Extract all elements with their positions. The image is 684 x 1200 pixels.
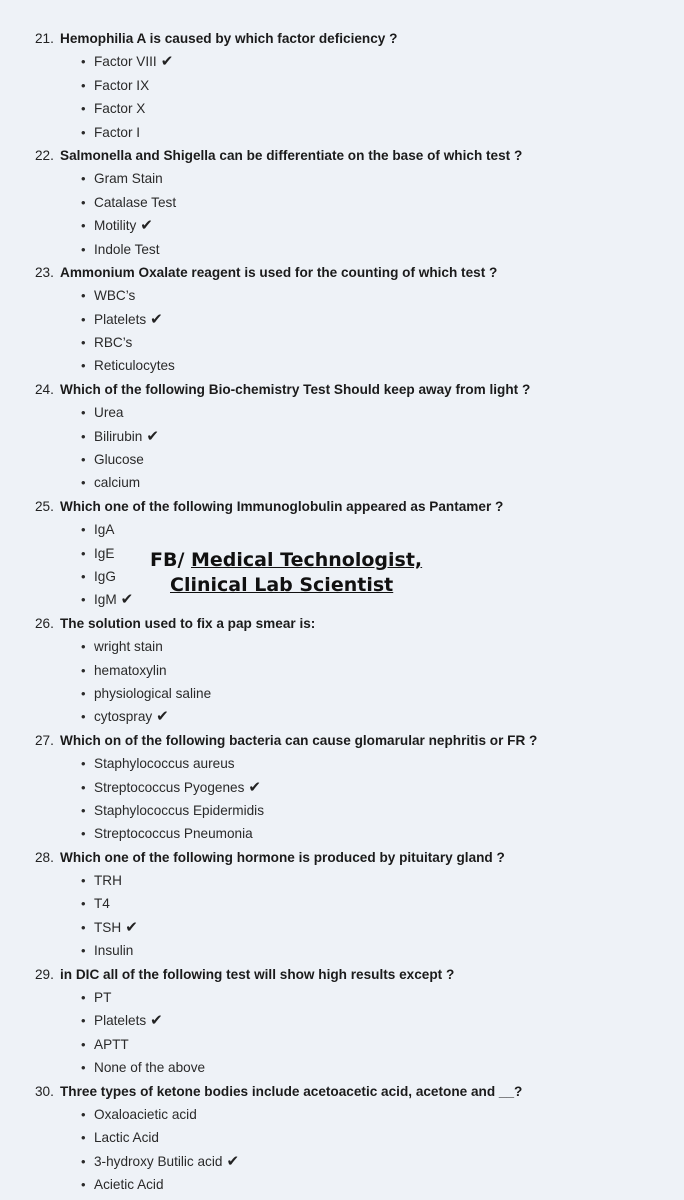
question-number: 27.	[35, 732, 54, 748]
answer-option	[0, 705, 684, 728]
check-mark-icon: ✔	[248, 778, 261, 796]
question-title	[0, 261, 684, 284]
bullet-icon: •	[81, 756, 86, 772]
bullet-icon: •	[81, 802, 86, 818]
bullet-icon: •	[81, 545, 86, 561]
answer-option	[0, 1126, 684, 1149]
question-block	[0, 144, 684, 261]
bullet-icon: •	[81, 54, 86, 70]
option-label: Gram Stain	[94, 171, 163, 187]
answer-option	[0, 214, 684, 237]
answer-option	[0, 238, 684, 261]
watermark-line-1	[150, 548, 450, 573]
bullet-icon: •	[81, 873, 86, 889]
answer-option	[0, 799, 684, 822]
question-block	[0, 729, 684, 846]
bullet-icon: •	[81, 77, 86, 93]
check-mark-icon: ✔	[120, 591, 134, 609]
option-label: T4	[94, 896, 110, 912]
answer-option	[0, 659, 684, 682]
option-label: Glucose	[94, 452, 144, 468]
question-text: Which of the following Bio-chemistry Test Should keep away from light ?	[60, 381, 531, 397]
question-block	[0, 612, 684, 729]
answer-option	[0, 869, 684, 892]
answer-option	[0, 308, 684, 331]
bullet-icon: •	[81, 662, 86, 678]
option-label: Staphylococcus Epidermidis	[94, 802, 265, 818]
option-label: APTT	[94, 1036, 129, 1052]
question-text: Which on of the following bacteria can cause glomarular nephritis or FR ?	[60, 732, 538, 748]
answer-option	[0, 167, 684, 190]
answer-option	[0, 916, 684, 939]
option-label: Streptococcus Pyogenes	[94, 779, 245, 795]
bullet-icon: •	[81, 101, 86, 117]
question-block	[0, 963, 684, 1080]
question-text: Which one of the following hormone is produced by pituitary gland ?	[60, 849, 505, 865]
answer-option	[0, 471, 684, 494]
bullet-icon: •	[81, 568, 86, 584]
answer-option	[0, 752, 684, 775]
bullet-icon: •	[81, 452, 86, 468]
option-label: wright stain	[94, 639, 163, 655]
option-label: calcium	[94, 475, 141, 491]
question-text: Ammonium Oxalate reagent is used for the counting of which test ?	[60, 264, 498, 280]
option-label: Factor I	[94, 124, 141, 140]
question-number: 21.	[35, 31, 54, 46]
question-title	[0, 612, 684, 635]
answer-option	[0, 682, 684, 705]
answer-option	[0, 354, 684, 377]
answer-option	[0, 892, 684, 915]
answer-option	[0, 191, 684, 214]
option-label: Insulin	[94, 943, 134, 959]
answer-option	[0, 331, 684, 354]
answer-option	[0, 986, 684, 1009]
bullet-icon: •	[81, 428, 86, 444]
bullet-icon: •	[81, 943, 86, 959]
question-number: 30.	[35, 1083, 54, 1099]
question-number: 26.	[35, 615, 54, 631]
bullet-icon: •	[81, 218, 86, 234]
question-number: 22.	[35, 147, 54, 163]
question-number: 28.	[35, 849, 54, 865]
check-mark-icon: ✔	[160, 53, 174, 71]
question-block	[0, 27, 684, 144]
option-label: PT	[94, 990, 112, 1006]
check-mark-icon: ✔	[146, 427, 159, 445]
answer-option	[0, 74, 684, 97]
option-label: Acietic Acid	[94, 1177, 164, 1193]
answer-option	[0, 822, 684, 845]
bullet-icon: •	[81, 194, 86, 210]
bullet-icon: •	[81, 919, 86, 935]
check-mark-icon: ✔	[156, 708, 169, 726]
option-label: Factor IX	[94, 77, 150, 93]
question-text: Hemophilia A is caused by which factor deficiency ?	[60, 31, 398, 46]
option-label: cytospray	[94, 709, 153, 725]
question-text: Which one of the following Immunoglobulin appeared as Pantamer ?	[60, 498, 504, 514]
bullet-icon: •	[81, 124, 86, 140]
option-label: WBC’s	[94, 288, 136, 304]
question-text: Salmonella and Shigella can be differentiate on the base of which test ?	[60, 147, 523, 163]
bullet-icon: •	[81, 358, 86, 374]
question-text: The solution used to fix a pap smear is:	[60, 615, 316, 631]
watermark-overlay	[150, 548, 450, 598]
option-label: IgA	[94, 522, 115, 538]
bullet-icon: •	[81, 685, 86, 701]
bullet-icon: •	[81, 405, 86, 421]
question-number: 25.	[35, 498, 54, 514]
answer-option	[0, 425, 684, 448]
option-label: Platelets	[94, 1013, 147, 1029]
option-label: Bilirubin	[94, 428, 143, 444]
bullet-icon: •	[81, 1130, 86, 1146]
bullet-icon: •	[81, 311, 86, 327]
answer-option	[0, 121, 684, 144]
answer-option	[0, 50, 684, 73]
bullet-icon: •	[81, 709, 86, 725]
answer-option	[0, 1009, 684, 1032]
answer-option	[0, 939, 684, 962]
bullet-icon: •	[81, 475, 86, 491]
option-label: Catalase Test	[94, 194, 177, 210]
option-label: Lactic Acid	[94, 1130, 159, 1146]
option-label: IgG	[94, 568, 116, 584]
bullet-icon: •	[81, 1153, 86, 1169]
answer-option	[0, 284, 684, 307]
question-number: 23.	[35, 264, 54, 280]
answer-option	[0, 401, 684, 424]
option-label: IgM	[94, 592, 117, 608]
option-label: Factor X	[94, 101, 146, 117]
question-title	[0, 1080, 684, 1103]
question-text: Three types of ketone bodies include acetoacetic acid, acetone and __?	[60, 1083, 523, 1099]
option-label: RBC’s	[94, 335, 133, 351]
bullet-icon: •	[81, 990, 86, 1006]
option-label: Indole Test	[94, 241, 160, 257]
watermark-title: Medical Technologist,	[191, 549, 423, 571]
answer-option	[0, 1103, 684, 1126]
bullet-icon: •	[81, 1106, 86, 1122]
bullet-icon: •	[81, 639, 86, 655]
bullet-icon: •	[81, 1013, 86, 1029]
option-label: TSH	[94, 919, 122, 935]
answer-option	[0, 1173, 684, 1196]
bullet-icon: •	[81, 288, 86, 304]
check-mark-icon: ✔	[125, 918, 138, 936]
answer-option	[0, 448, 684, 471]
question-title	[0, 144, 684, 167]
option-label: Motility	[94, 218, 137, 234]
question-title	[0, 27, 684, 50]
answer-option	[0, 97, 684, 120]
question-text: in DIC all of the following test will show high results except ?	[60, 966, 455, 982]
watermark-line-2: Clinical Lab Scientist	[170, 574, 394, 596]
check-mark-icon: ✔	[150, 310, 163, 328]
bullet-icon: •	[81, 1177, 86, 1193]
question-title	[0, 378, 684, 401]
bullet-icon: •	[81, 779, 86, 795]
option-label: TRH	[94, 873, 122, 889]
watermark-prefix: FB/	[150, 549, 192, 571]
bullet-icon: •	[81, 522, 86, 538]
check-mark-icon: ✔	[226, 1152, 240, 1170]
option-label: Factor VIII	[94, 54, 157, 70]
question-number: 24.	[35, 381, 54, 397]
question-title	[0, 495, 684, 518]
option-label: physiological saline	[94, 685, 212, 701]
answer-option	[0, 1033, 684, 1056]
option-label: IgE	[94, 545, 115, 561]
option-label: Reticulocytes	[94, 358, 175, 374]
answer-option	[0, 1150, 684, 1173]
bullet-icon: •	[81, 896, 86, 912]
check-mark-icon: ✔	[140, 217, 153, 235]
quiz-list	[0, 27, 684, 1197]
bullet-icon: •	[81, 1060, 86, 1076]
option-label: Urea	[94, 405, 124, 421]
option-label: Streptococcus Pneumonia	[94, 826, 253, 842]
answer-option	[0, 518, 684, 541]
option-label: 3-hydroxy Butilic acid	[94, 1153, 223, 1169]
question-block	[0, 846, 684, 963]
option-label: Platelets	[94, 311, 147, 327]
bullet-icon: •	[81, 826, 86, 842]
question-block	[0, 378, 684, 495]
question-number: 29.	[35, 966, 54, 982]
option-label: hematoxylin	[94, 662, 167, 678]
bullet-icon: •	[81, 241, 86, 257]
option-label: None of the above	[94, 1060, 206, 1076]
question-block	[0, 261, 684, 378]
option-label: Oxaloacietic acid	[94, 1106, 197, 1122]
bullet-icon: •	[81, 592, 86, 608]
question-title	[0, 729, 684, 752]
bullet-icon: •	[81, 1036, 86, 1052]
check-mark-icon: ✔	[150, 1012, 163, 1030]
question-title	[0, 963, 684, 986]
question-title	[0, 846, 684, 869]
answer-option	[0, 635, 684, 658]
option-label: Staphylococcus aureus	[94, 756, 235, 772]
answer-option	[0, 776, 684, 799]
question-block	[0, 1080, 684, 1197]
bullet-icon: •	[81, 335, 86, 351]
bullet-icon: •	[81, 171, 86, 187]
answer-option	[0, 1056, 684, 1079]
